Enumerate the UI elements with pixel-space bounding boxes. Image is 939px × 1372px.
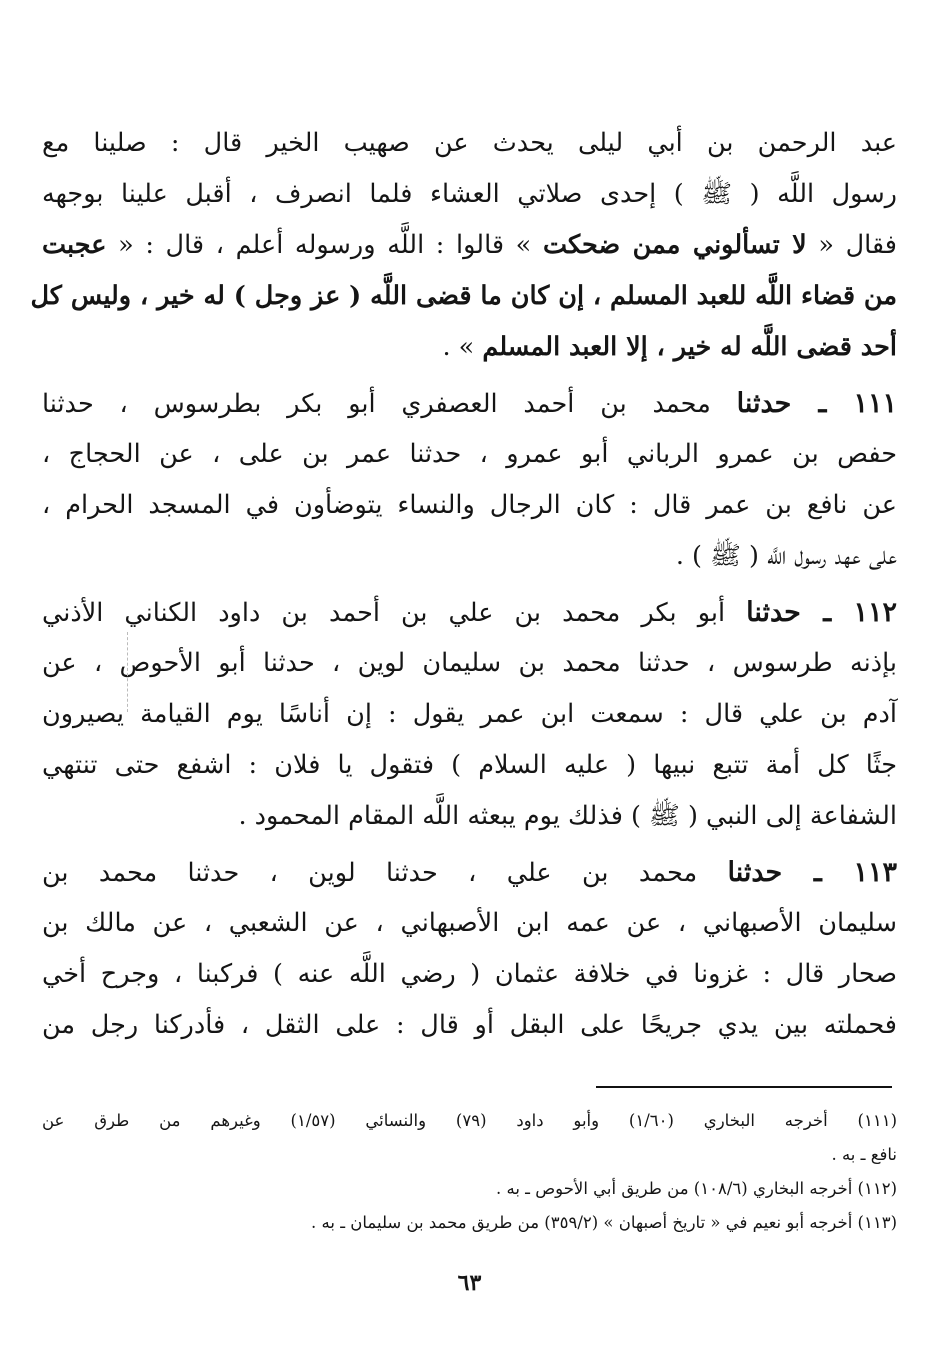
footnote-separator bbox=[596, 1086, 892, 1088]
footnotes bbox=[42, 1104, 897, 1240]
text-line: فقال « لا تسألوني ممن ضحكت » قالوا : اللَّه ورسوله أعلم ، قال : « عجبت bbox=[42, 230, 897, 260]
text-line: الشفاعة إلى النبي ( ﷺ ) فذلك يوم يبعثه اللَّه المقام المحمود . bbox=[238, 801, 897, 831]
footnote-line: نافع ـ به . bbox=[831, 1145, 897, 1164]
hadith-113-first-line: ١١٣ ـ حدثنا محمد بن علي ، حدثنا لوين ، حدثنا محمد بن bbox=[42, 857, 897, 888]
main-text bbox=[30, 118, 897, 1051]
text-line: جثًا كل أمة تتبع نبيها ( عليه السلام ) فتقول يا فلان : اشفع حتى تنتهي bbox=[42, 750, 897, 780]
text-line: عن نافع بن عمر قال : كان الرجال والنساء يتوضأون في المسجد الحرام ، bbox=[42, 490, 897, 520]
text-line: على عهد رسول اللَّه ( ﷺ ) . bbox=[675, 541, 897, 571]
hadith-number: ١١١ ـ حدثنا bbox=[736, 388, 897, 419]
hadith-number: ١١٢ ـ حدثنا bbox=[746, 597, 897, 628]
footnote-line: (١١٣) أخرجه أبو نعيم في « تاريخ أصبهان » (٣٥٩/٢) من طريق محمد بن سليمان ـ به . bbox=[311, 1213, 897, 1232]
margin-mark bbox=[127, 632, 129, 712]
footnote-line: (١١٢) أخرجه البخاري (١٠٨/٦) من طريق أبي الأحوص ـ به . bbox=[495, 1179, 897, 1198]
text-line: صحار قال : غزونا في خلافة عثمان ( رضي اللَّه عنه ) فركبنا ، وجرح أخي bbox=[42, 959, 897, 989]
bold-quote: عجبت bbox=[42, 230, 107, 260]
text-line: فحملته بين يدي جريحًا على البقل أو قال : على الثقل ، فأدركنا رجل من bbox=[42, 1010, 897, 1040]
page-number: ٦٣ bbox=[457, 1270, 482, 1296]
text-line: آدم بن علي قال : سمعت ابن عمر يقول : إن أناسًا يوم القيامة يصيرون bbox=[42, 699, 897, 729]
hadith-112-first-line: ١١٢ ـ حدثنا أبو بكر محمد بن علي بن أحمد بن داود الكناني الأذني bbox=[42, 597, 897, 628]
hadith-number: ١١٣ ـ حدثنا bbox=[727, 857, 897, 888]
hadith-111-first-line: ١١١ ـ حدثنا محمد بن أحمد العصفري أبو بكر بطرسوس ، حدثنا bbox=[42, 388, 897, 419]
text-line: بإذنه طرسوس ، حدثنا محمد بن سليمان لوين ، حدثنا أبو الأحوص ، عن bbox=[42, 648, 897, 678]
bold-quote: لا تسألوني ممن ضحكت bbox=[542, 230, 807, 260]
text-line: أحد قضى اللَّه له خير ، إلا العبد المسلم » . bbox=[442, 332, 897, 362]
text-line: عبد الرحمن بن أبي ليلى يحدث عن صهيب الخير قال : صلينا مع bbox=[42, 128, 897, 158]
bold-quote: من قضاء اللَّه للعبد المسلم ، إن كان ما قضى اللَّه ( عز وجل ) له خير ، وليس كل bbox=[30, 281, 897, 311]
text-line: حفص بن عمرو الرباني أبو عمرو ، حدثنا عمر بن على ، عن الحجاج ، bbox=[42, 439, 897, 469]
footnote-line: (١١١) أخرجه البخاري (١/٦٠) وأبو داود (٧٩) والنسائي (١/٥٧) وغيرهم من طرق عن bbox=[42, 1111, 898, 1130]
text-line: سليمان الأصبهاني ، عن عمه ابن الأصبهاني ، عن الشعبي ، عن مالك بن bbox=[42, 908, 897, 938]
text-line: رسول اللَّه ( ﷺ ) إحدى صلاتي العشاء فلما انصرف ، أقبل علينا بوجهه bbox=[42, 179, 897, 209]
text-line bbox=[30, 271, 897, 322]
bold-quote: أحد قضى اللَّه له خير ، إلا العبد المسلم bbox=[482, 332, 897, 362]
